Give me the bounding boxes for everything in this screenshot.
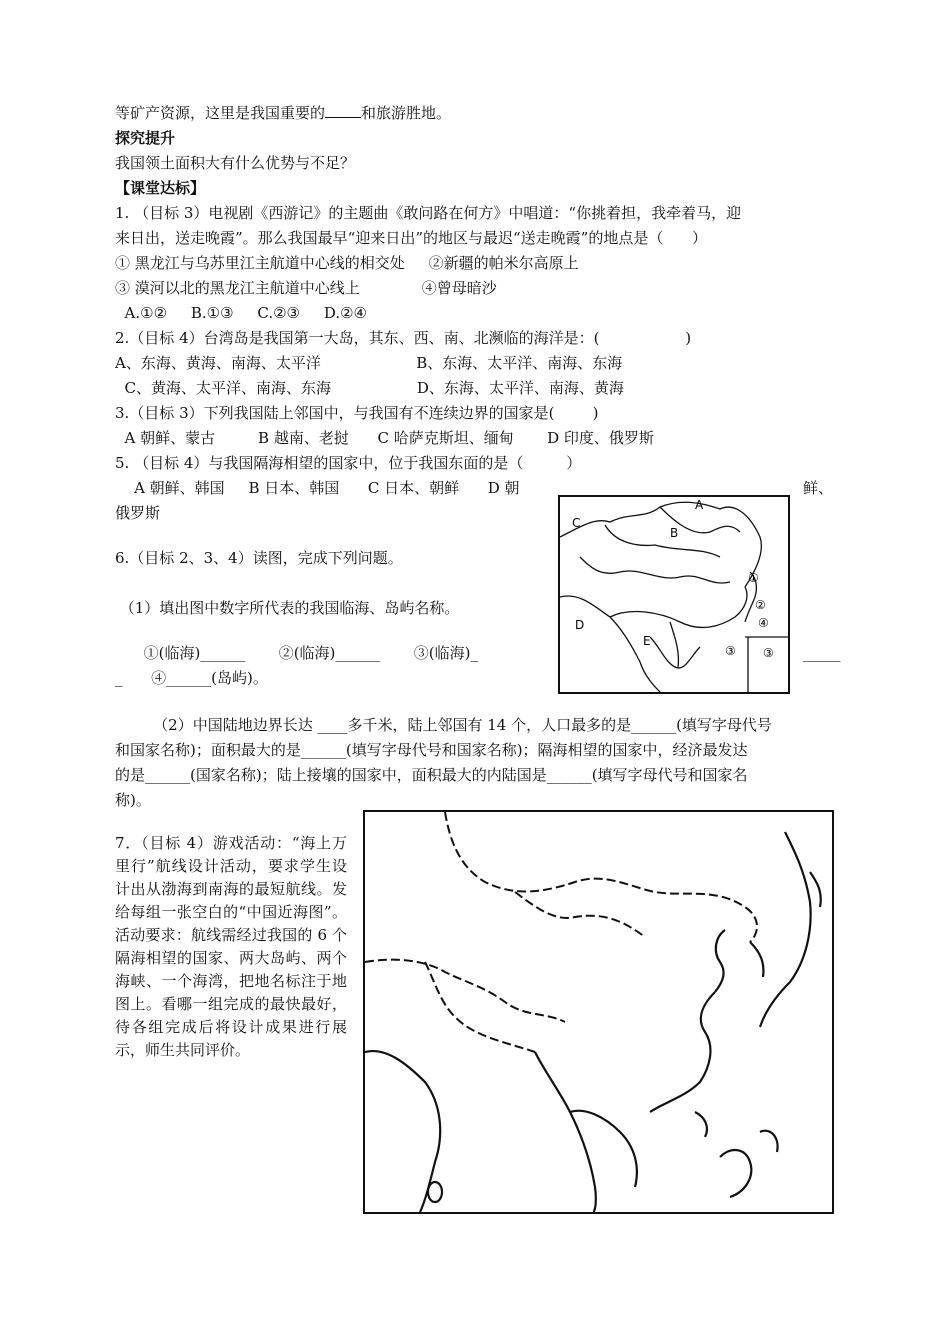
q6-part2-a: （2）中国陆地边界长达 ____多千米，陆上邻国有 14 个，人口最多的是______(填写字母代号 xyxy=(115,716,772,734)
q2-stem: 2.（目标 4）台湾岛是我国第一大岛，其东、西、南、北濒临的海洋是：( ) xyxy=(115,329,692,347)
q6-part1: （1）填出图中数字所代表的我国临海、岛屿名称。 xyxy=(115,599,460,617)
q1-choices: A.①② B.①③ C.②③ D.②④ xyxy=(115,304,367,322)
label-1: ① xyxy=(748,571,759,585)
heading-class: 【课堂达标】 xyxy=(115,179,206,197)
q6-part2-d: 称)。 xyxy=(115,791,151,809)
q7-paragraph: 7．（目标 4）游戏活动：“海上万里行”航线设计活动，要求学生设计出从渤海到南海的最短航线。发给每组一张空白的“中国近海图”。活动要求：航线需经过我国的 6 个隔海相望的国家、两大岛屿、两个海峡、一个海湾，把地名标注于地图上。看哪一组完成的最快最好，待各组完成后将设计成果进行展示，师生共同评价。 xyxy=(115,834,347,1059)
q6-fill-a: ①(临海)______ ②(临海)______ ③(临海)_ xyxy=(115,644,478,662)
blank xyxy=(325,103,361,118)
label-4: ④ xyxy=(758,616,769,630)
q6-fill-b: _ ④______(岛屿)。 xyxy=(115,669,268,687)
q5-stem: 5. （目标 4）与我国隔海相望的国家中，位于我国东面的是（ ） xyxy=(115,454,582,472)
question-explore: 我国领土面积大有什么优势与不足？ xyxy=(115,154,356,172)
q5-options: A 朝鲜、韩国 B 日本、韩国 C 日本、朝鲜 D 朝 xyxy=(115,479,520,497)
label-B: B xyxy=(670,526,679,540)
label-A: A xyxy=(695,498,704,512)
q6-stem: 6.（目标 2、3、4）读图，完成下列问题。 xyxy=(115,549,403,567)
map-neighbors-svg xyxy=(560,497,788,692)
q2-ab: A、东海、黄海、南海、太平洋 B、东海、太平洋、南海、东海 xyxy=(115,354,623,372)
label-C: C xyxy=(572,516,581,530)
label-E: E xyxy=(643,634,651,648)
q1-line1: 1. （目标 3）电视剧《西游记》的主题曲《敢问路在何方》中唱道：“你挑着担，我牵着马，迎 xyxy=(115,204,742,222)
q6-part2-b: 和国家名称)；面积最大的是______(填写字母代号和国家名称)；隔海相望的国家中，经济最发达 xyxy=(115,741,748,759)
map-neighbors xyxy=(558,495,790,694)
q3-stem: 3.（目标 3）下列我国陆上邻国中，与我国有不连续边界的国家是( ) xyxy=(115,404,599,422)
q6-part2-c: 的是______(国家名称)；陆上接壤的国家中，面积最大的内陆国是______(填写字母代号和国家名 xyxy=(115,766,748,784)
heading-explore: 探究提升 xyxy=(115,129,176,147)
label-3: ③ xyxy=(725,644,736,658)
map-china-seas-svg xyxy=(365,812,832,1212)
line-resources: 等矿产资源，这里是我国重要的 和旅游胜地。 xyxy=(115,104,452,122)
map-china-seas xyxy=(363,810,834,1214)
label-2: ② xyxy=(755,598,766,612)
q1-options2: ③ 漠河以北的黑龙江主航道中心线上 ④曾母暗沙 xyxy=(115,279,497,297)
label-3-inset: ③ xyxy=(763,646,774,660)
q5-last: 俄罗斯 xyxy=(115,504,161,522)
q2-cd: C、黄海、太平洋、南海、东海 D、东海、太平洋、南海、黄海 xyxy=(115,379,624,397)
q5-tail: 鲜、 xyxy=(803,479,834,497)
q1-line2: 来日出，送走晚霞”。那么我国最早“迎来日出”的地区与最迟“送走晚霞”的地点是（ ） xyxy=(115,229,707,247)
q1-options1: ① 黑龙江与乌苏里江主航道中心线的相交处 ②新疆的帕米尔高原上 xyxy=(115,254,579,272)
q3-options: A 朝鲜、蒙古 B 越南、老挝 C 哈萨克斯坦、缅甸 D 印度、俄罗斯 xyxy=(115,429,654,447)
label-D: D xyxy=(575,618,585,632)
q6-fill-a-tail: _____ xyxy=(803,644,841,662)
